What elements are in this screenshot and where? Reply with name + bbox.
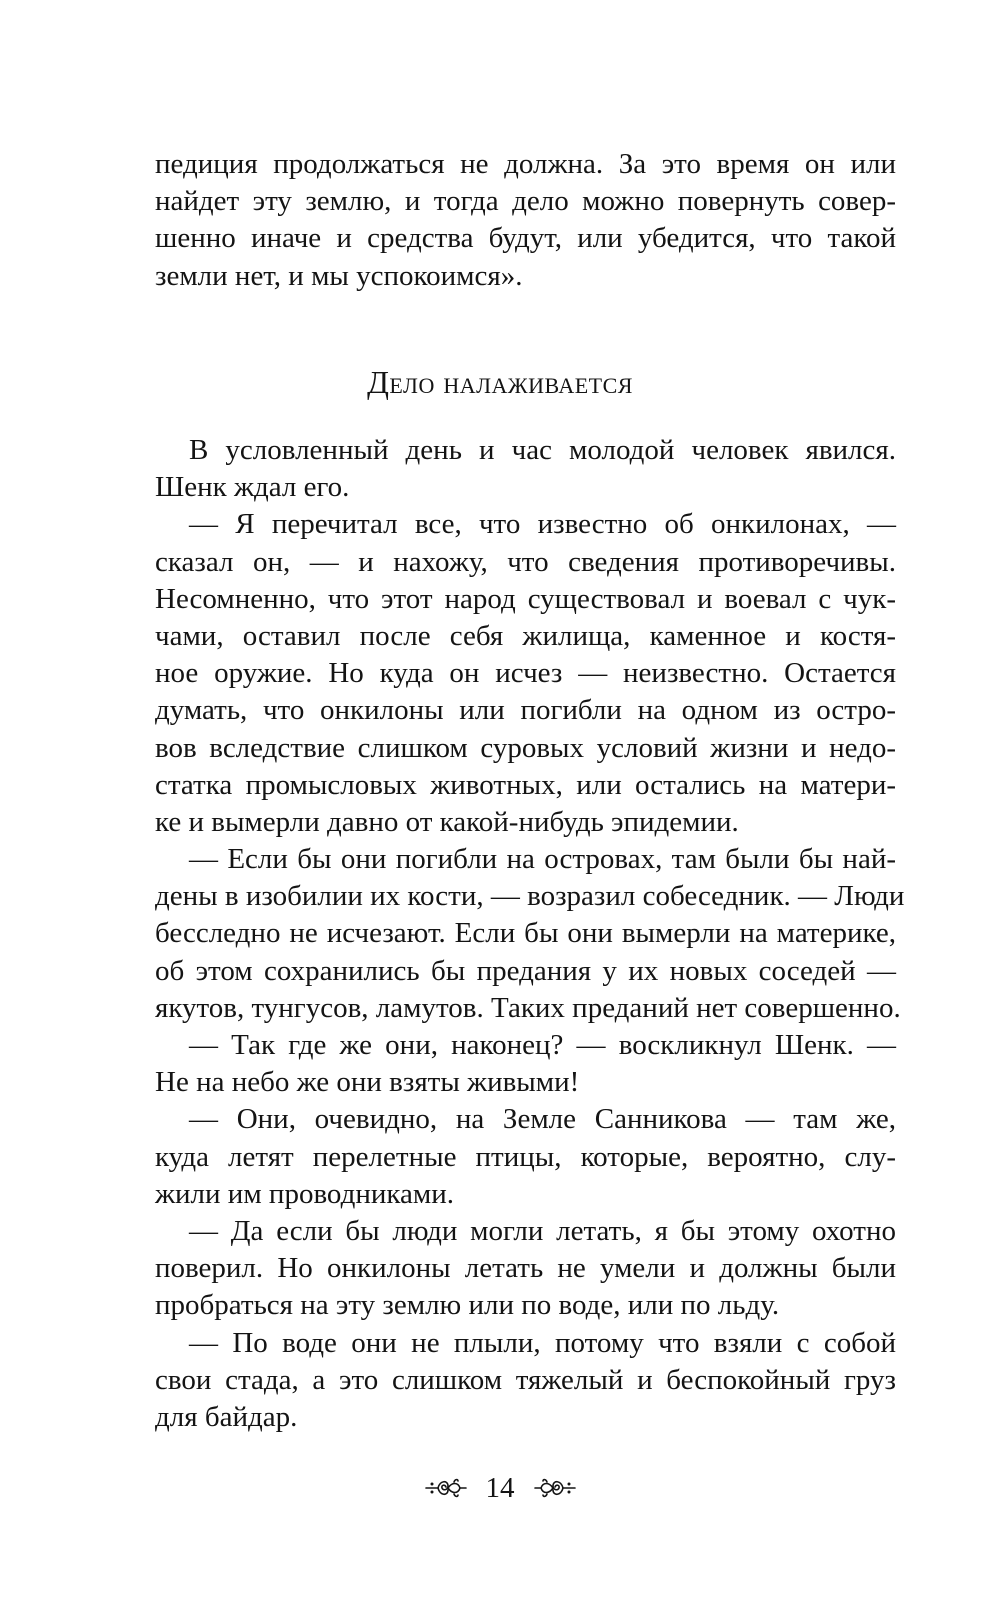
text-line: — Я перечитал все, что известно об онкилонах, — bbox=[189, 508, 896, 541]
text-line: статка промысловых животных, или остались на матери- bbox=[155, 768, 896, 801]
page-folio bbox=[0, 1470, 1000, 1506]
text-line: куда летят перелетные птицы, которые, вероятно, слу- bbox=[155, 1140, 896, 1173]
text-line: земли нет, и мы успокоимся». bbox=[155, 259, 523, 292]
text-line: — Они, очевидно, на Земле Санникова — там же, bbox=[189, 1103, 896, 1136]
text-line: поверил. Но онкилоны летать не умели и должны были bbox=[155, 1252, 896, 1285]
text-line: дены в изобилии их кости, — возразил собеседник. — Люди bbox=[155, 880, 905, 913]
text-line: сказал он, — и нахожу, что сведения противоречивы. bbox=[155, 545, 896, 578]
text-line: чами, оставил после себя жилища, каменное и костя- bbox=[155, 619, 896, 652]
text-line: найдет эту землю, и тогда дело можно повернуть совер- bbox=[155, 185, 896, 218]
text-line: думать, что онкилоны или погибли на одном из остро- bbox=[155, 694, 896, 727]
section-heading: Дело налаживается bbox=[367, 364, 633, 400]
text-line: педиция продолжаться не должна. За это время он или bbox=[155, 148, 896, 180]
text-line: якутов, тунгусов, ламутов. Таких преданий нет совершенно. bbox=[155, 991, 901, 1024]
text-line: ное оружие. Но куда он исчез — неизвестно. Остается bbox=[155, 657, 896, 690]
text-line: Шенк ждал его. bbox=[155, 471, 350, 504]
main-text bbox=[155, 432, 905, 1436]
text-line: ке и вымерли давно от какой-нибудь эпидемии. bbox=[155, 805, 739, 838]
text-line: об этом сохранились бы предания у их новых соседей — bbox=[155, 954, 896, 987]
text-line: для байдар. bbox=[155, 1400, 298, 1433]
text-line: Не на небо же они взяты живыми! bbox=[155, 1066, 580, 1099]
text-line: Несомненно, что этот народ существовал и воевал с чук- bbox=[155, 582, 896, 615]
text-line: шенно иначе и средства будут, или убедится, что такой bbox=[155, 222, 896, 255]
text-line: вов вследствие слишком суровых условий жизни и недо- bbox=[155, 731, 896, 764]
fleuron-left-icon bbox=[424, 1476, 468, 1500]
page-number: 14 bbox=[485, 1472, 515, 1504]
text-line: жили им проводниками. bbox=[155, 1177, 455, 1210]
top-paragraph bbox=[155, 146, 896, 295]
text-line: свои стада, а это слишком тяжелый и беспокойный груз bbox=[155, 1363, 896, 1396]
fleuron-right-icon bbox=[533, 1476, 577, 1500]
text-line: — Да если бы люди могли летать, я бы этому охотно bbox=[189, 1214, 896, 1247]
text-line: бесследно не исчезают. Если бы они вымерли на материке, bbox=[155, 917, 896, 950]
text-line: — Если бы они погибли на островах, там были бы най- bbox=[189, 843, 896, 876]
text-line: — Так где же они, наконец? — воскликнул Шенк. — bbox=[189, 1029, 896, 1061]
text-line: — По воде они не плыли, потому что взяли с собой bbox=[189, 1326, 896, 1359]
text-line: пробраться на эту землю или по воде, или по льду. bbox=[155, 1289, 780, 1322]
text-line: В условленный день и час молодой человек явился. bbox=[189, 434, 896, 466]
